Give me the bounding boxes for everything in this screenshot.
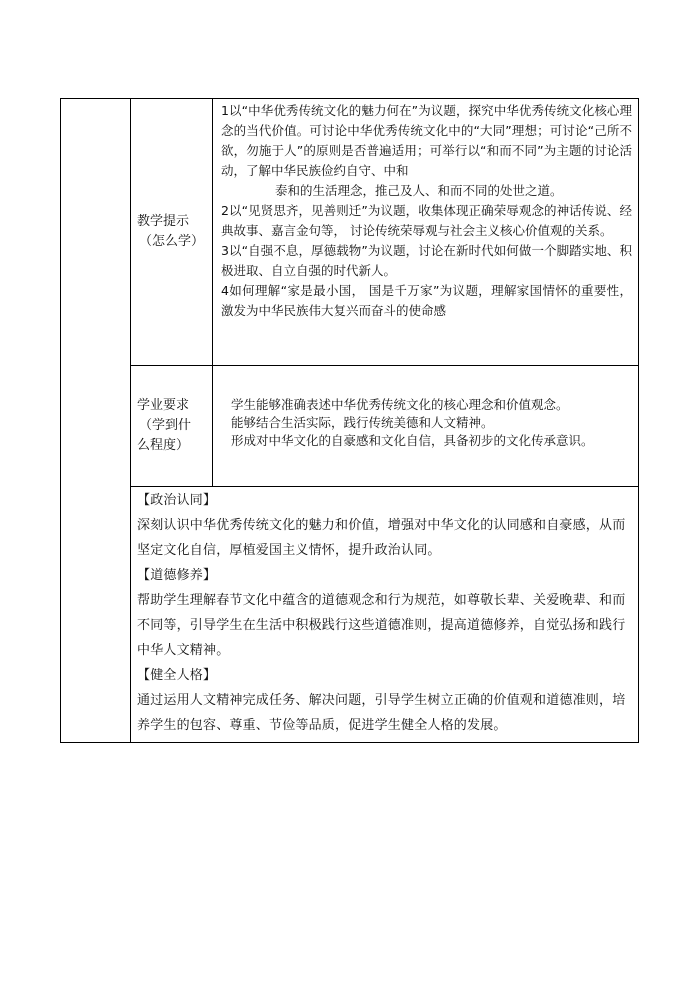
tip-item-2: 2以“见贤思齐，见善则迁”为议题，收集体现正确荣辱观念的神话传说、经典故事、嘉言金句等， 讨论传统荣辱观与社会主义核心价值观的关系。	[221, 203, 632, 238]
requirements-label-line3: 么程度）	[137, 438, 190, 453]
requirement-item-2: 能够结合生活实际，践行传统美德和人文精神。	[231, 415, 494, 430]
academic-requirements-content	[213, 366, 639, 487]
moral-cultivation-heading: 【道德修养】	[137, 568, 217, 583]
tip-item-1-continued: 泰和的生活理念，推己及人、和而不同的处世之道。	[275, 183, 563, 198]
teaching-tips-label	[131, 99, 213, 366]
requirement-item-3: 形成对中华文化的自豪感和文化自信，具备初步的文化传承意识。	[231, 433, 594, 448]
political-identity-heading: 【政治认同】	[137, 493, 217, 508]
requirements-label-line1: 学业要求	[137, 398, 190, 413]
teaching-tips-label-line1: 教学提示	[137, 214, 190, 229]
academic-requirements-row	[61, 366, 639, 487]
academic-requirements-label	[131, 366, 213, 487]
tip-item-3: 3以“自强不息，厚德载物”为议题，讨论在新时代如何做一个脚踏实地、积极进取、自立自强的时代新人。	[221, 243, 632, 278]
requirements-label-line2: （学到什	[139, 418, 192, 433]
tip-item-1: 1以“中华优秀传统文化的魅力何在”为议题，探究中华优秀传统文化核心理念的当代价值。可讨论中华优秀传统文化中的“大同”理想；可讨论“己所不欲，勿施于人”的原则是否普遍适用；可举行以“和而不同”为主题的讨论活动，了解中华民族俭约自守、中和	[221, 103, 632, 178]
teaching-tips-label-line2: （怎么学）	[139, 234, 205, 249]
sound-personality-heading: 【健全人格】	[137, 668, 217, 683]
sound-personality-body: 通过运用人文精神完成任务、解决问题，引导学生树立正确的价值观和道德准则，培养学生的包容、尊重、节俭等品质，促进学生健全人格的发展。	[137, 693, 626, 733]
core-literacy-content	[131, 487, 639, 743]
teaching-tips-content	[213, 99, 639, 366]
requirement-item-1: 学生能够准确表述中华优秀传统文化的核心理念和价值观念。	[231, 397, 569, 412]
teaching-tips-row	[61, 99, 639, 366]
curriculum-table	[60, 98, 639, 743]
core-literacy-row	[61, 487, 639, 743]
outer-label-cell	[61, 99, 131, 743]
tip-item-4: 4如何理解“家是最小国， 国是千万家”为议题，理解家国情怀的重要性，激发为中华民族伟大复兴而奋斗的使命感	[221, 283, 632, 318]
political-identity-body: 深刻认识中华优秀传统文化的魅力和价值，增强对中华文化的认同感和自豪感，从而坚定文化自信，厚植爱国主义情怀，提升政治认同。	[137, 518, 626, 558]
moral-cultivation-body: 帮助学生理解春节文化中蕴含的道德观念和行为规范，如尊敬长辈、关爱晚辈、和而不同等，引导学生在生活中积极践行这些道德准则，提高道德修养，自觉弘扬和践行中华人文精神。	[137, 593, 626, 658]
